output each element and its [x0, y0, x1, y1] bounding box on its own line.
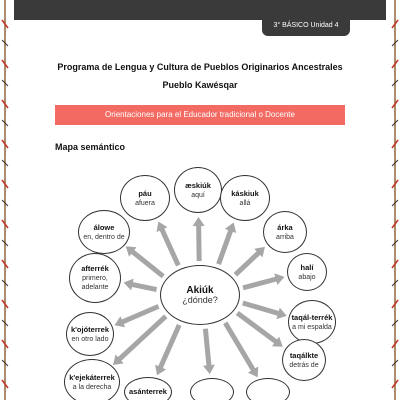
node-word: æskiúk [185, 180, 211, 190]
map-arrow [122, 242, 167, 281]
node-translation: a mi espalda [292, 323, 332, 331]
node-translation: afuera [135, 199, 155, 207]
node-word: álowe [93, 222, 115, 232]
map-arrow [153, 219, 184, 268]
node-word: asánterrek [129, 387, 167, 396]
node-translation: a la derecha [72, 383, 112, 391]
node-translation: detrás de [289, 361, 319, 369]
map-node [124, 377, 172, 400]
map-arrow [122, 277, 157, 296]
node-word: afterrék [81, 264, 109, 273]
map-node [246, 378, 290, 400]
map-node [66, 312, 114, 356]
center-translation: ¿dónde? [182, 294, 218, 305]
map-arrow [213, 220, 239, 266]
center-bubble [160, 265, 240, 325]
map-node [120, 175, 170, 221]
map-arrow [193, 217, 206, 261]
node-translation: arriba [276, 233, 294, 241]
node-word: taqál-terrék [291, 312, 333, 322]
center-word: Akiúk [186, 284, 214, 296]
people-subtitle: Pueblo Kawésqar [162, 80, 238, 90]
node-translation: allá [239, 199, 251, 207]
map-arrow [199, 328, 215, 375]
map-node [282, 339, 326, 381]
node-word: halí [300, 262, 314, 272]
map-arrow [151, 323, 184, 378]
node-translation: aquí [191, 191, 205, 199]
node-translation: primero, adelante [81, 275, 109, 291]
map-node [69, 253, 121, 303]
map-node [78, 210, 130, 254]
map-arrow [231, 243, 269, 280]
unit-label: 3° BÁSICO Unidad 4 [273, 22, 339, 29]
node-translation: abajo [298, 273, 316, 281]
node-word: k'ejekáterrek [69, 372, 115, 382]
map-node [220, 175, 270, 221]
node-translation: en otro lado [71, 335, 109, 343]
section-title: Mapa semántico [55, 142, 126, 152]
node-translation: en, dentro de [83, 233, 125, 241]
banner-text: Orientaciones para el Educador tradicional o Docente [105, 110, 295, 119]
map-node [64, 359, 120, 400]
node-word: árka [277, 222, 293, 232]
program-title: Programa de Lengua y Cultura de Pueblos Originarios Ancestrales [57, 62, 343, 72]
map-node [174, 167, 222, 213]
map-arrow [241, 271, 286, 294]
map-node [288, 300, 336, 344]
map-node [190, 378, 234, 400]
map-node [263, 211, 307, 253]
node-word: taqálkte [289, 350, 319, 360]
node-word: k'ojóterrek [70, 324, 110, 334]
map-node [287, 253, 327, 291]
node-word: páu [138, 188, 152, 198]
node-word: káskiuk [231, 188, 259, 198]
